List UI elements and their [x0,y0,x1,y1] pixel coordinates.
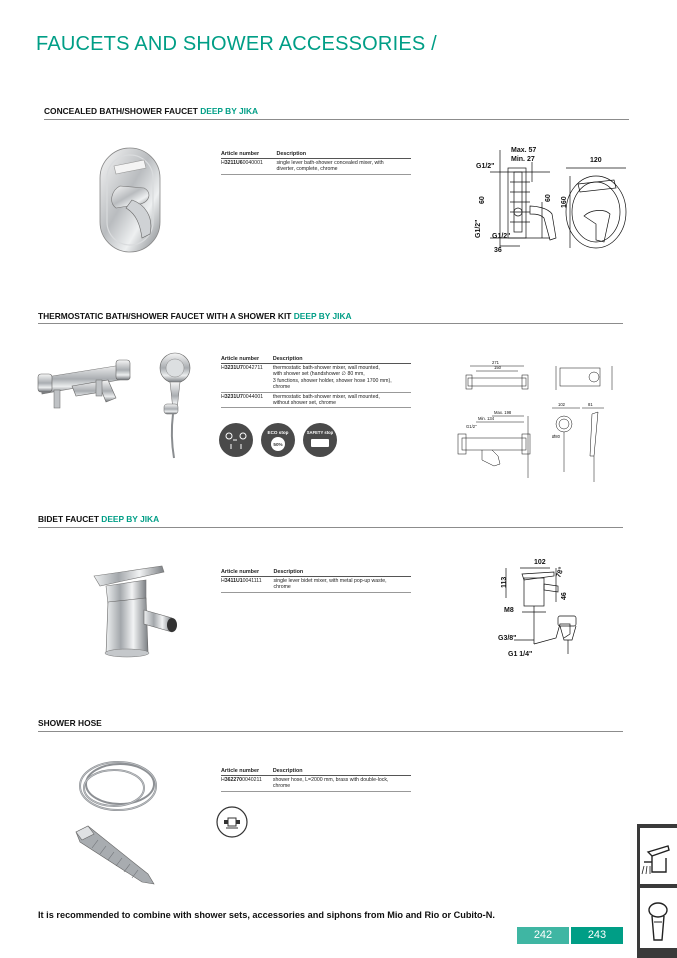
description-line: chrome [272,384,291,391]
dim-g12-bottom: G1/2" [492,233,511,240]
safety-stop-label: SAFETY stop [306,430,334,435]
description-line: thermostatic bath-shower mixer, wall mounted, [272,393,380,400]
thermostatic-technical-drawing [452,356,624,486]
code-bold: 3231U7 [224,365,243,371]
col-article-number: Article number [221,151,276,159]
article-code [221,392,273,408]
page-number-right: 243 [571,927,623,944]
code-bold: 3231U7 [224,393,243,400]
code-prefix: H [221,160,225,166]
article-description [273,392,411,408]
description-line: diverter, complete, chrome [276,166,338,173]
category-tab-accessories[interactable] [640,888,677,948]
col-article-number: Article number [221,569,274,577]
dim-102: 102 [558,402,565,407]
col-description: Description [276,151,411,159]
shower-hose-image [68,756,162,888]
section-title-text: BIDET FAUCET [38,514,99,524]
double-lock-icon [216,806,248,838]
bidet-technical-drawing [494,554,604,660]
col-description: Description [274,569,412,577]
article-table [221,356,411,408]
article-description [274,577,412,593]
col-description: Description [273,356,411,364]
section-title-text: SHOWER HOSE [38,718,102,728]
article-code [221,364,273,393]
table-row [221,577,411,593]
dim-60-left: 60 [479,196,486,204]
article-description [276,159,411,175]
table-row [221,776,411,792]
dim-g12: G1/2" [466,424,477,429]
dim-113: 113 [501,576,508,588]
article-code [221,159,276,175]
code-suffix: 0040211 [242,777,262,783]
eco-stop-percent: 50% [273,442,283,447]
category-tab-faucets[interactable] [640,828,677,884]
code-suffix: 0040001 [242,160,263,166]
section-title-concealed [44,106,258,116]
faucet-category-icon [640,828,677,884]
article-table [221,569,411,593]
dim-102: 102 [534,559,546,566]
dim-46: 46 [561,592,568,600]
description-line: single lever bath-shower concealed mixer, with [276,160,384,166]
description-line: shower hose, L=2000 mm, brass with double-lock, [272,777,389,783]
dim-min27: Min. 27 [511,156,535,163]
footer-note: It is recommended to combine with shower sets, accessories and siphons from Mio and Rio or Cubito-N. [38,910,495,920]
thermostatic-faucet-image [36,350,206,460]
code-prefix: H [221,365,225,371]
code-bold: 3211U6 [224,160,243,166]
description-line: 3 functions, shower holder, shower hose 1700 mm), [272,377,392,384]
dim-max198: Max. 198 [494,410,512,415]
description-line: without shower set, chrome [272,400,337,407]
dim-78deg: 78° [555,566,566,579]
col-description: Description [273,768,411,776]
section-title-text: THERMOSTATIC BATH/SHOWER FAUCET WITH A SHOWER KIT [38,311,292,321]
page-title: FAUCETS AND SHOWER ACCESSORIES / [36,33,437,55]
dim-60-right: 60 [545,194,552,202]
section-divider [38,731,623,732]
dim-150: 150 [494,365,501,370]
table-row [221,159,411,175]
description-line: with shower set (handshower ∅ 80 mm, [272,371,365,378]
section-title-bidet [38,514,159,524]
description-line: chrome [272,783,291,790]
dim-g38: G3/8" [498,635,517,642]
table-row [221,392,411,408]
code-bold: 3411U1 [224,578,243,584]
col-article-number: Article number [221,356,273,364]
brand-label: DEEP BY JIKA [101,514,160,524]
dim-m8: M8 [504,607,514,614]
page-number-left: 242 [517,927,569,944]
section-title-thermostatic [38,311,352,321]
article-code [221,776,273,792]
article-table [221,768,411,792]
dim-g12-top: G1/2" [476,163,495,170]
dim-max57: Max. 57 [511,147,537,154]
description-line: single lever bidet mixer, with metal pop-up waste, [273,578,387,584]
code-suffix: 0041111 [242,578,262,584]
section-divider [38,527,623,528]
code-prefix: H [221,777,225,783]
table-row [221,364,411,393]
concealed-faucet-image [92,146,168,254]
dim-271: 271 [492,360,499,365]
bidet-faucet-image [86,560,186,658]
article-description [273,364,411,393]
dim-80: Ø80 [552,434,560,439]
description-line: chrome [273,584,291,591]
dim-81: 81 [588,402,593,407]
code-prefix: H [221,578,225,584]
section-divider [38,323,623,324]
dim-g114: G1 1/4" [508,651,533,658]
dim-min134: Min. 134 [478,416,495,421]
section-title-text: CONCEALED BATH/SHOWER FAUCET [44,106,198,116]
feature-badges [219,422,339,458]
concealed-faucet-technical-drawing [470,142,630,254]
article-description [273,776,411,792]
code-prefix: H [221,393,225,400]
code-bold: 362270 [224,777,243,783]
code-suffix: 0044001 [242,393,264,400]
col-article-number: Article number [221,768,273,776]
brand-label: DEEP BY JIKA [293,311,352,321]
code-suffix: 0042711 [242,365,263,371]
description-line: thermostatic bath-shower mixer, wall mounted, [272,365,380,371]
section-title-shower-hose [38,718,102,728]
dim-g12-left: G1/2" [475,219,482,238]
shower-hose-category-icon [640,888,677,948]
article-table [221,151,411,175]
eco-stop-label: ECO stop [267,430,289,435]
brand-label: DEEP BY JIKA [200,106,259,116]
section-divider [44,119,629,120]
article-code [221,577,274,593]
dim-120: 120 [590,157,602,164]
dim-36: 36 [494,247,502,254]
dim-160: 160 [561,196,568,208]
